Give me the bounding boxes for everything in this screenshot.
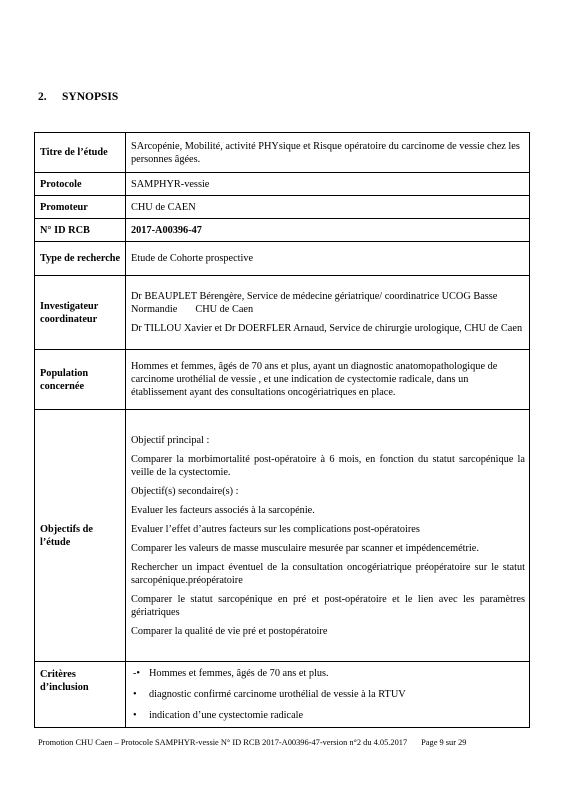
inclusion-list <box>131 667 525 722</box>
objectif-secondaire-item: Rechercher un impact éventuel de la consultation oncogériatrique préopératoire sur le statut sarcopénique.préopératoire <box>131 561 525 586</box>
row-label-population: Population concernée <box>35 350 126 410</box>
inclusion-item-text: Hommes et femmes, âgés de 70 ans et plus. <box>149 668 329 679</box>
objectif-secondaire-item: Evaluer les facteurs associés à la sarcopénie. <box>131 504 315 516</box>
row-label-protocole: Protocole <box>35 173 126 196</box>
synopsis-table <box>34 132 530 728</box>
row-value-protocole: SAMPHYR-vessie <box>126 173 530 196</box>
footer-text: Promotion CHU Caen – Protocole SAMPHYR-vessie N° ID RCB 2017-A00396-47-version n°2 du 4.05.2017 <box>38 738 408 747</box>
section-title: SYNOPSIS <box>62 91 119 103</box>
table-row-protocole <box>35 173 530 196</box>
table-row-promoteur <box>35 196 530 219</box>
row-value-criteres <box>126 662 530 728</box>
list-item <box>131 667 525 680</box>
inclusion-item-text: indication d’une cystectomie radicale <box>149 710 304 721</box>
objectif-principal-title: Objectif principal : <box>131 434 210 446</box>
row-value-investigateur <box>126 276 530 350</box>
table-row-population <box>35 350 530 410</box>
row-label-titre: Titre de l’étude <box>35 133 126 173</box>
section-heading <box>38 91 118 103</box>
list-item <box>131 709 525 722</box>
row-value-type: Etude de Cohorte prospective <box>126 242 530 276</box>
page-number: Page 9 sur 29 <box>421 738 467 747</box>
row-value-id-rcb: 2017-A00396-47 <box>126 219 530 242</box>
bullet-icon: • <box>133 689 137 700</box>
bullet-icon: • <box>133 710 137 721</box>
row-label-objectifs: Objectifs de l’étude <box>35 410 126 662</box>
objectif-secondaire-item: Evaluer l’effet d’autres facteurs sur les complications post-opératoires <box>131 523 420 535</box>
objectif-secondaire-item: Comparer le statut sarcopénique en pré et post-opératoire et le lien avec les paramètres gériatriques <box>131 593 525 618</box>
table-row-id-rcb <box>35 219 530 242</box>
objectif-secondaire-item: Comparer la qualité de vie pré et postopératoire <box>131 625 328 637</box>
row-value-titre: SArcopénie, Mobilité, activité PHYsique et Risque opératoire du carcinome de vessie chez les personnes âgées. <box>126 133 530 173</box>
row-label-criteres: Critères d’inclusion <box>35 662 126 728</box>
objectifs-secondaires-title: Objectif(s) secondaire(s) : <box>131 485 239 497</box>
investigateur-paragraph-1: Dr BEAUPLET Bérengère, Service de médecine gériatrique/ coordinatrice UCOG Basse Normandie CHU de Caen <box>131 291 500 315</box>
bullet-icon: -• <box>133 668 141 679</box>
row-label-type: Type de recherche <box>35 242 126 276</box>
table-row-objectifs <box>35 410 530 662</box>
inclusion-item-text: diagnostic confirmé carcinome urothélial de vessie à la RTUV <box>149 689 406 700</box>
row-value-promoteur: CHU de CAEN <box>126 196 530 219</box>
objectif-principal-text: Comparer la morbimortalité post-opératoire à 6 mois, en fonction du statut sarcopénique la veille de la cystectomie. <box>131 453 525 478</box>
row-label-id-rcb: N° ID RCB <box>35 219 126 242</box>
list-item <box>131 688 525 701</box>
investigateur-paragraph-2: Dr TILLOU Xavier et Dr DOERFLER Arnaud, Service de chirurgie urologique, CHU de Caen <box>131 323 523 334</box>
objectif-secondaire-item: Comparer les valeurs de masse musculaire mesurée par scanner et impédencemétrie. <box>131 542 479 554</box>
row-label-investigateur: Investigateur coordinateur <box>35 276 126 350</box>
section-number: 2. <box>38 91 47 103</box>
page-footer <box>38 738 467 747</box>
row-value-objectifs <box>126 410 530 662</box>
table-row-type <box>35 242 530 276</box>
row-label-promoteur: Promoteur <box>35 196 126 219</box>
table-row-titre <box>35 133 530 173</box>
table-row-criteres <box>35 662 530 728</box>
row-value-population: Hommes et femmes, âgés de 70 ans et plus, ayant un diagnostic anatomopathologique de carcinome urothélial de vessie , et une indication de cystectomie radicale, dans un établissement ayant des consultations oncogériatriques en place. <box>126 350 530 410</box>
table-row-investigateur <box>35 276 530 350</box>
